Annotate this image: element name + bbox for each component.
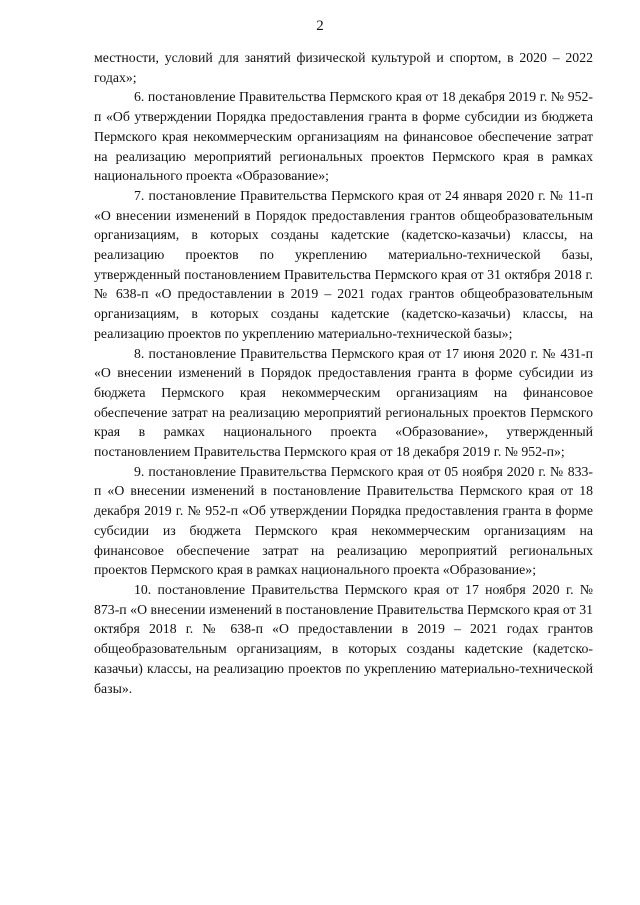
paragraph-item-8: 8. постановление Правительства Пермского края от 17 июня 2020 г. № 431-п «О внесении изменений в Порядок предоставления гранта в форме субсидии из бюджета Пермского края некоммерческим организациям на финансовое обеспечение затрат на реализацию мероприятий региональных проектов Пермского края в рамках национального проекта «Образование», утвержденный постановлением Правительства Пермского края от 18 декабря 2019 г. № 952-п»; [94,345,593,460]
paragraph-item-10: 10. постановление Правительства Пермского края от 17 ноября 2020 г. № 873-п «О внесении изменений в постановление Правительства Пермского края от 31 октября 2018 г. № 638-п «О предоставлении в 2019 – 2021 годах грантов общеобразовательным организациям, в которых созданы кадетские (кадетско-казачьи) классы, на реализацию проектов по укреплению материально-технической базы». [94,581,593,696]
page-number: 2 [316,18,324,34]
paragraph-item-9: 9. постановление Правительства Пермского края от 05 ноября 2020 г. № 833-п «О внесении изменений в постановление Правительства Пермского края от 18 декабря 2019 г. № 952-п «Об утверждении Порядка предоставления гранта в форме субсидии из бюджета Пермского края некоммерческим организациям на финансовое обеспечение затрат на реализацию мероприятий региональных проектов Пермского края в рамках национального проекта «Образование»; [94,463,593,578]
paragraph-item-6: 6. постановление Правительства Пермского края от 18 декабря 2019 г. № 952-п «Об утверждении Порядка предоставления гранта в форме субсидии из бюджета Пермского края некоммерческим организациям на финансовое обеспечение затрат на реализацию мероприятий региональных проектов Пермского края в рамках национального проекта «Образование»; [94,89,593,184]
paragraph-continuation: местности, условий для занятий физической культурой и спортом, в 2020 – 2022 годах»; [94,50,593,85]
paragraph-item-7: 7. постановление Правительства Пермского края от 24 января 2020 г. № 11-п «О внесении изменений в Порядок предоставления грантов общеобразовательным организациям, в которых созданы кадетские (кадетско-казачьи) классы, на реализацию проектов по укреплению материально-технической базы, утвержденный постановлением Правительства Пермского края от 31 октября 2018 г. № 638-п «О предоставлении в 2019 – 2021 годах грантов общеобразовательным организациям, в которых созданы кадетские (кадетско-казачьи) классы, на реализацию проектов по укреплению материально-технической базы»; [94,187,593,341]
document-body [94,48,593,698]
